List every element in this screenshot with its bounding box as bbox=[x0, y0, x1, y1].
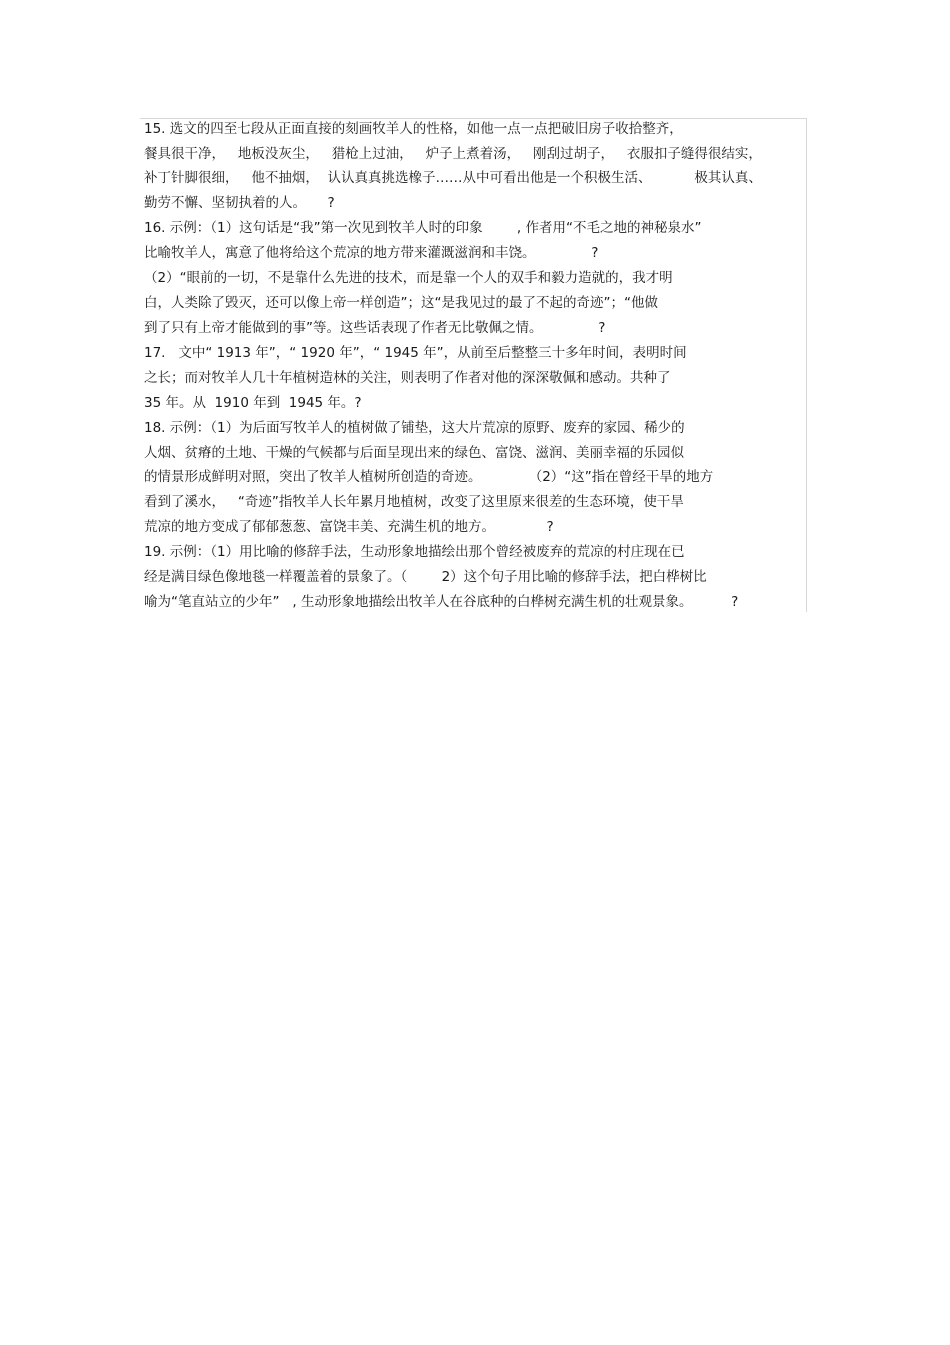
text-line: 之长；而对牧羊人几十年植树造林的关注，则表明了作者对他的深深敬佩和感动。共种了 bbox=[144, 370, 671, 386]
text-line: （2）“眼前的一切，不是靠什么先进的技术，而是靠一个人的双手和毅力造就的，我才明 bbox=[144, 270, 673, 286]
text-line: 经是满目绿色像地毯一样覆盖着的景象了。（ 2）这个句子用比喻的修辞手法，把白桦树比 bbox=[144, 569, 707, 585]
text-line: 比喻牧羊人，寓意了他将给这个荒凉的地方带来灌溉滋润和丰饶。 ? bbox=[144, 245, 599, 261]
text-line: 的情景形成鲜明对照，突出了牧羊人植树所创造的奇迹。 （2）“这”指在曾经干旱的地方 bbox=[144, 469, 714, 485]
text-line: 17. 文中“ 1913 年”，“ 1920 年”，“ 1945 年”，从前至后整整三十多年时间，表明时间 bbox=[144, 345, 687, 361]
text-line: 荒凉的地方变成了郁郁葱葱、富饶丰美、充满生机的地方。 ? bbox=[144, 519, 554, 535]
text-line: 18. 示例：（1）为后面写牧羊人的植树做了铺垫，这大片荒凉的原野、废弃的家园、稀少的 bbox=[144, 420, 685, 436]
text-line: 15. 选文的四至七段从正面直接的刻画牧羊人的性格，如他一点一点把破旧房子收拾整齐， bbox=[144, 121, 683, 137]
text-line: 餐具很干净， 地板没灰尘， 猎枪上过油， 炉子上煮着汤， 刚刮过胡子， 衣服扣子缝得很结实， bbox=[144, 146, 762, 162]
text-line: 白，人类除了毁灭，还可以像上帝一样创造”；这“是我见过的最了不起的奇迹”；“他做 bbox=[144, 295, 658, 311]
text-line: 喻为“笔直站立的少年” , 生动形象地描绘出牧羊人在谷底种的白桦树充满生机的壮观景象。 ? bbox=[144, 594, 739, 610]
text-line: 看到了溪水， “奇迹”指牧羊人长年累月地植树，改变了这里原来很差的生态环境，使干旱 bbox=[144, 494, 684, 510]
text-line: 35 年。从 1910 年到 1945 年。? bbox=[144, 395, 362, 411]
text-line: 16. 示例：（1）这句话是“我”第一次见到牧羊人时的印象 , 作者用“不毛之地的神秘泉水” bbox=[144, 220, 702, 236]
text-line: 到了只有上帝才能做到的事”等。这些话表现了作者无比敬佩之情。 ? bbox=[144, 320, 606, 336]
text-line: 19. 示例：（1）用比喻的修辞手法，生动形象地描绘出那个曾经被废弃的荒凉的村庄现在已 bbox=[144, 544, 685, 560]
text-line: 勤劳不懈、坚韧执着的人。 ? bbox=[144, 195, 335, 211]
text-line: 补丁针脚很细， 他不抽烟， 认认真真挑选橡子……从中可看出他是一个积极生活、 极其认真、 bbox=[144, 170, 762, 186]
text-line: 人烟、贫瘠的土地、干燥的气候都与后面呈现出来的绿色、富饶、滋润、美丽幸福的乐园似 bbox=[144, 445, 684, 461]
